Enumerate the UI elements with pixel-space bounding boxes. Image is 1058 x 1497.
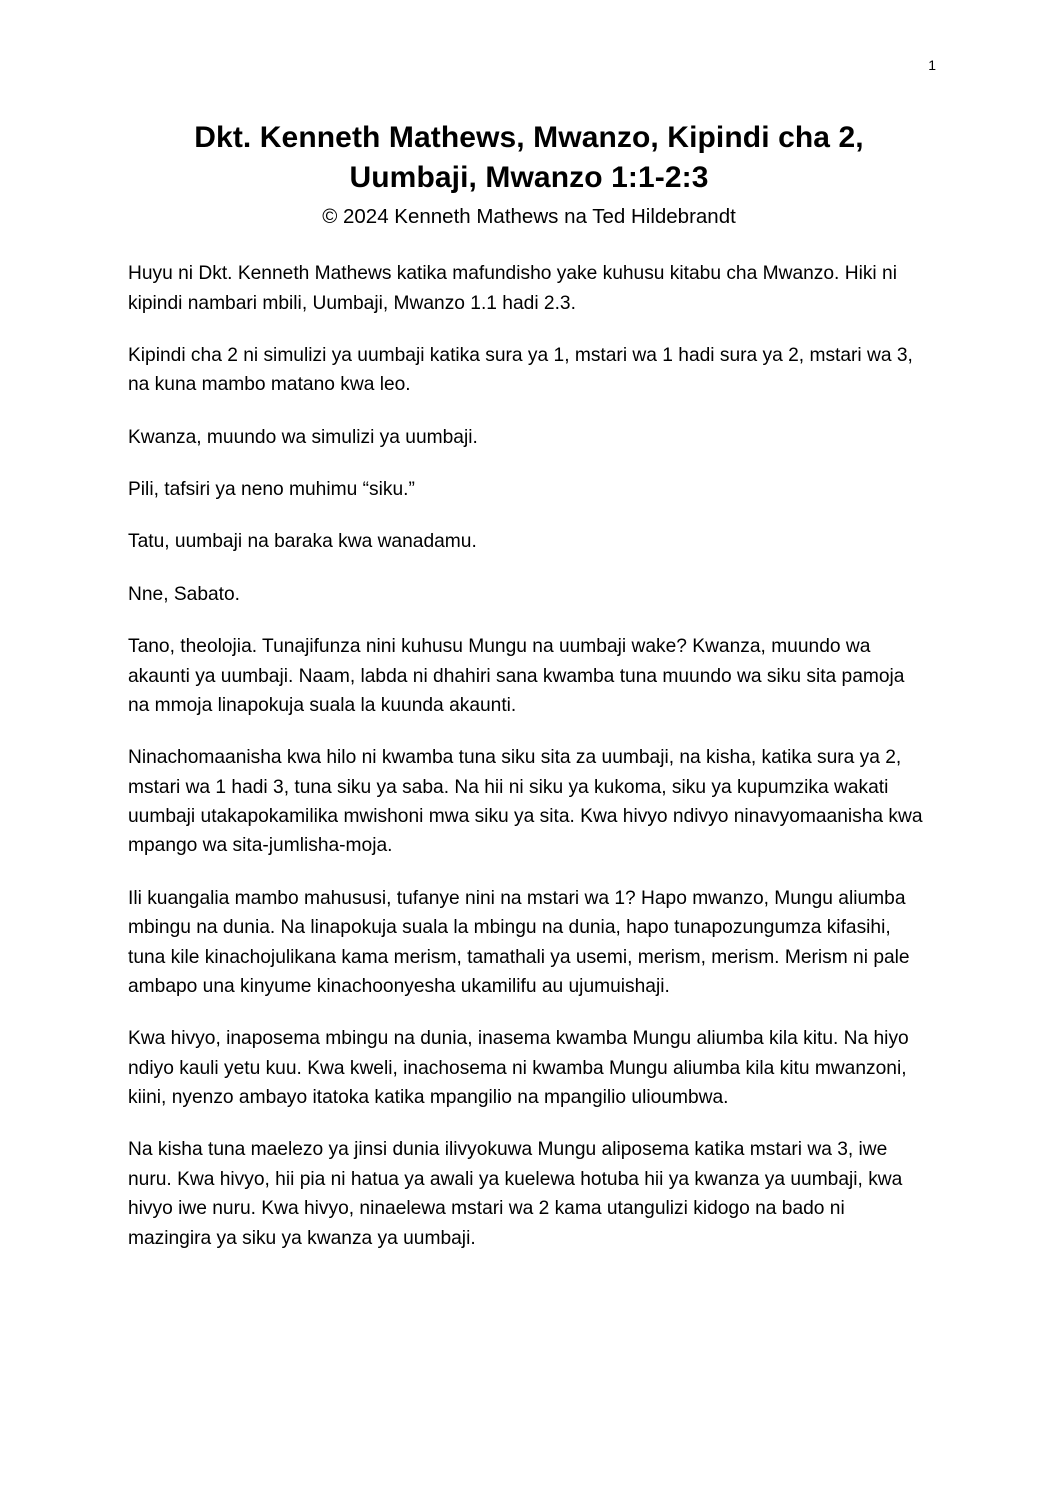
copyright-line: © 2024 Kenneth Mathews na Ted Hildebrandt (322, 205, 736, 229)
page-title: Dkt. Kenneth Mathews, Mwanzo, Kipindi cha 2, Uumbaji, Mwanzo 1:1-2:3 (194, 121, 864, 194)
document-content (128, 118, 930, 1253)
paragraph: Huyu ni Dkt. Kenneth Mathews katika mafundisho yake kuhusu kitabu cha Mwanzo. Hiki ni kipindi nambari mbili, Uumbaji, Mwanzo 1.1 hadi 2.3. (128, 263, 897, 314)
paragraph: Ili kuangalia mambo mahususi, tufanye nini na mstari wa 1? Hapo mwanzo, Mungu aliumba mbingu na dunia. Na linapokuja suala la mbingu na dunia, hapo tunapozungumza kifasihi, tuna kile kinachojulikana kama merism, tamathali ya usemi, merism, merism. Merism ni pale ambapo una kinyume kinachoonyesha ukamilifu au ujumuishaji. (128, 887, 910, 997)
paragraph: Pili, tafsiri ya neno muhimu “siku.” (128, 479, 415, 501)
paragraph: Kipindi cha 2 ni simulizi ya uumbaji katika sura ya 1, mstari wa 1 hadi sura ya 2, mstari wa 3, na kuna mambo matano kwa leo. (128, 344, 913, 396)
body-text (128, 259, 930, 1253)
page-number: 1 (928, 57, 936, 73)
paragraph: Kwa hivyo, inaposema mbingu na dunia, inasema kwamba Mungu aliumba kila kitu. Na hiyo ndiyo kauli yetu kuu. Kwa kweli, inachosema ni kwamba Mungu aliumba kila kitu mwanzoni, kiini, nyenzo ambayo itatoka katika mpangilio na mpangilio ulioumbwa. (128, 1028, 909, 1109)
paragraph: Nne, Sabato. (128, 583, 241, 605)
paragraph: Ninachomaanisha kwa hilo ni kwamba tuna siku sita za uumbaji, na kisha, katika sura ya 2, mstari wa 1 hadi 3, tuna siku ya saba. Na hii ni siku ya kukoma, siku ya kupumzika wakati uumbaji utakapokamilika mwishoni mwa siku ya sita. Kwa hivyo ndivyo ninavyomaanisha kwa mpango wa sita-jumlisha-moja. (128, 747, 923, 857)
paragraph: Tatu, uumbaji na baraka kwa wanadamu. (128, 531, 477, 553)
paragraph: Tano, theolojia. Tunajifunza nini kuhusu Mungu na uumbaji wake? Kwanza, muundo wa akaunti ya uumbaji. Naam, labda ni dhahiri sana kwamba tuna muundo wa siku sita pamoja na mmoja linapokuja suala la kuunda akaunti. (128, 636, 905, 716)
paragraph: Kwanza, muundo wa simulizi ya uumbaji. (128, 426, 478, 448)
paragraph: Na kisha tuna maelezo ya jinsi dunia ilivyokuwa Mungu aliposema katika mstari wa 3, iwe nuru. Kwa hivyo, hii pia ni hatua ya awali ya kuelewa hotuba hii ya kwanza ya uumbaji, kwa hivyo iwe nuru. Kwa hivyo, ninaelewa mstari wa 2 kama utangulizi kidogo na bado ni mazingira ya siku ya kwanza ya uumbaji. (128, 1139, 903, 1249)
